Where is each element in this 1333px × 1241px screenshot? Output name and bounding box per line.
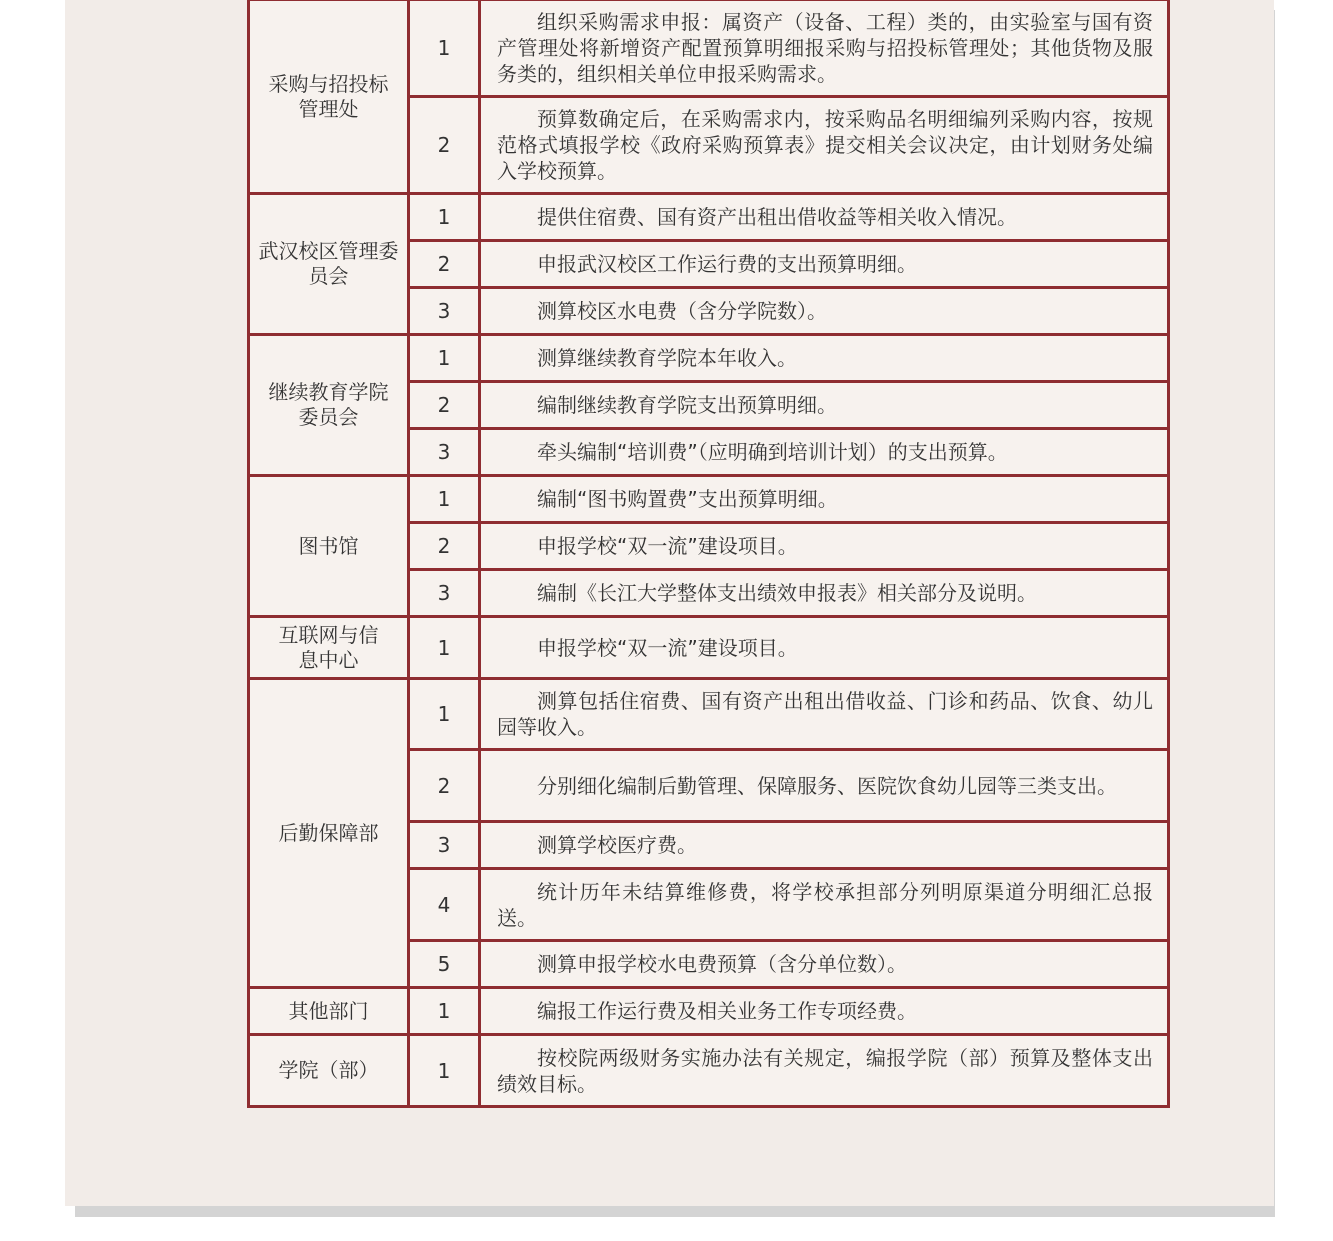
item-number: 1 xyxy=(409,194,480,241)
table-row xyxy=(249,0,1169,97)
item-number: 3 xyxy=(409,429,480,476)
item-number: 1 xyxy=(409,476,480,523)
item-content: 预算数确定后，在采购需求内，按采购品名明细编列采购内容，按规范格式填报学校《政府采购预算表》提交相关会议决定，由计划财务处编入学校预算。 xyxy=(480,97,1169,194)
department-cell: 其他部门 xyxy=(249,988,409,1035)
item-number: 2 xyxy=(409,241,480,288)
department-cell: 武汉校区管理委员会 xyxy=(249,194,409,335)
item-content: 编制《长江大学整体支出绩效申报表》相关部分及说明。 xyxy=(480,570,1169,617)
item-content: 提供住宿费、国有资产出租出借收益等相关收入情况。 xyxy=(480,194,1169,241)
item-content: 编制继续教育学院支出预算明细。 xyxy=(480,382,1169,429)
table-row xyxy=(249,679,1169,750)
item-content: 统计历年未结算维修费，将学校承担部分列明原渠道分明细汇总报送。 xyxy=(480,869,1169,941)
department-cell: 后勤保障部 xyxy=(249,679,409,988)
item-content: 测算继续教育学院本年收入。 xyxy=(480,335,1169,382)
item-content: 申报武汉校区工作运行费的支出预算明细。 xyxy=(480,241,1169,288)
item-number: 1 xyxy=(409,617,480,679)
item-content: 分别细化编制后勤管理、保障服务、医院饮食幼儿园等三类支出。 xyxy=(480,750,1169,822)
item-content: 编制“图书购置费”支出预算明细。 xyxy=(480,476,1169,523)
department-cell: 互联网与信息中心 xyxy=(249,617,409,679)
budget-duty-table xyxy=(247,0,1170,1108)
item-content: 申报学校“双一流”建设项目。 xyxy=(480,617,1169,679)
item-content: 牵头编制“培训费”（应明确到培训计划）的支出预算。 xyxy=(480,429,1169,476)
table-row xyxy=(249,194,1169,241)
table-row xyxy=(249,1035,1169,1107)
item-number: 3 xyxy=(409,822,480,869)
table-row xyxy=(249,335,1169,382)
table-row xyxy=(249,476,1169,523)
department-cell: 图书馆 xyxy=(249,476,409,617)
item-content: 测算校区水电费（含分学院数）。 xyxy=(480,288,1169,335)
department-cell: 继续教育学院委员会 xyxy=(249,335,409,476)
item-number: 1 xyxy=(409,679,480,750)
item-content: 编报工作运行费及相关业务工作专项经费。 xyxy=(480,988,1169,1035)
item-number: 3 xyxy=(409,570,480,617)
item-number: 2 xyxy=(409,750,480,822)
item-number: 1 xyxy=(409,1035,480,1107)
department-cell: 采购与招投标管理处 xyxy=(249,0,409,194)
item-number: 4 xyxy=(409,869,480,941)
item-content: 申报学校“双一流”建设项目。 xyxy=(480,523,1169,570)
item-number: 2 xyxy=(409,97,480,194)
item-content: 测算包括住宿费、国有资产出租出借收益、门诊和药品、饮食、幼儿园等收入。 xyxy=(480,679,1169,750)
item-content: 组织采购需求申报：属资产（设备、工程）类的，由实验室与国有资产管理处将新增资产配置预算明细报采购与招投标管理处；其他货物及服务类的，组织相关单位申报采购需求。 xyxy=(480,0,1169,97)
item-number: 1 xyxy=(409,988,480,1035)
item-content: 按校院两级财务实施办法有关规定，编报学院（部）预算及整体支出绩效目标。 xyxy=(480,1035,1169,1107)
item-number: 5 xyxy=(409,941,480,988)
item-number: 2 xyxy=(409,382,480,429)
table-row xyxy=(249,988,1169,1035)
item-content: 测算申报学校水电费预算（含分单位数）。 xyxy=(480,941,1169,988)
department-cell: 学院（部） xyxy=(249,1035,409,1107)
item-number: 1 xyxy=(409,335,480,382)
item-number: 2 xyxy=(409,523,480,570)
item-number: 1 xyxy=(409,0,480,97)
item-content: 测算学校医疗费。 xyxy=(480,822,1169,869)
item-number: 3 xyxy=(409,288,480,335)
table-row xyxy=(249,617,1169,679)
document-page xyxy=(65,0,1274,1206)
